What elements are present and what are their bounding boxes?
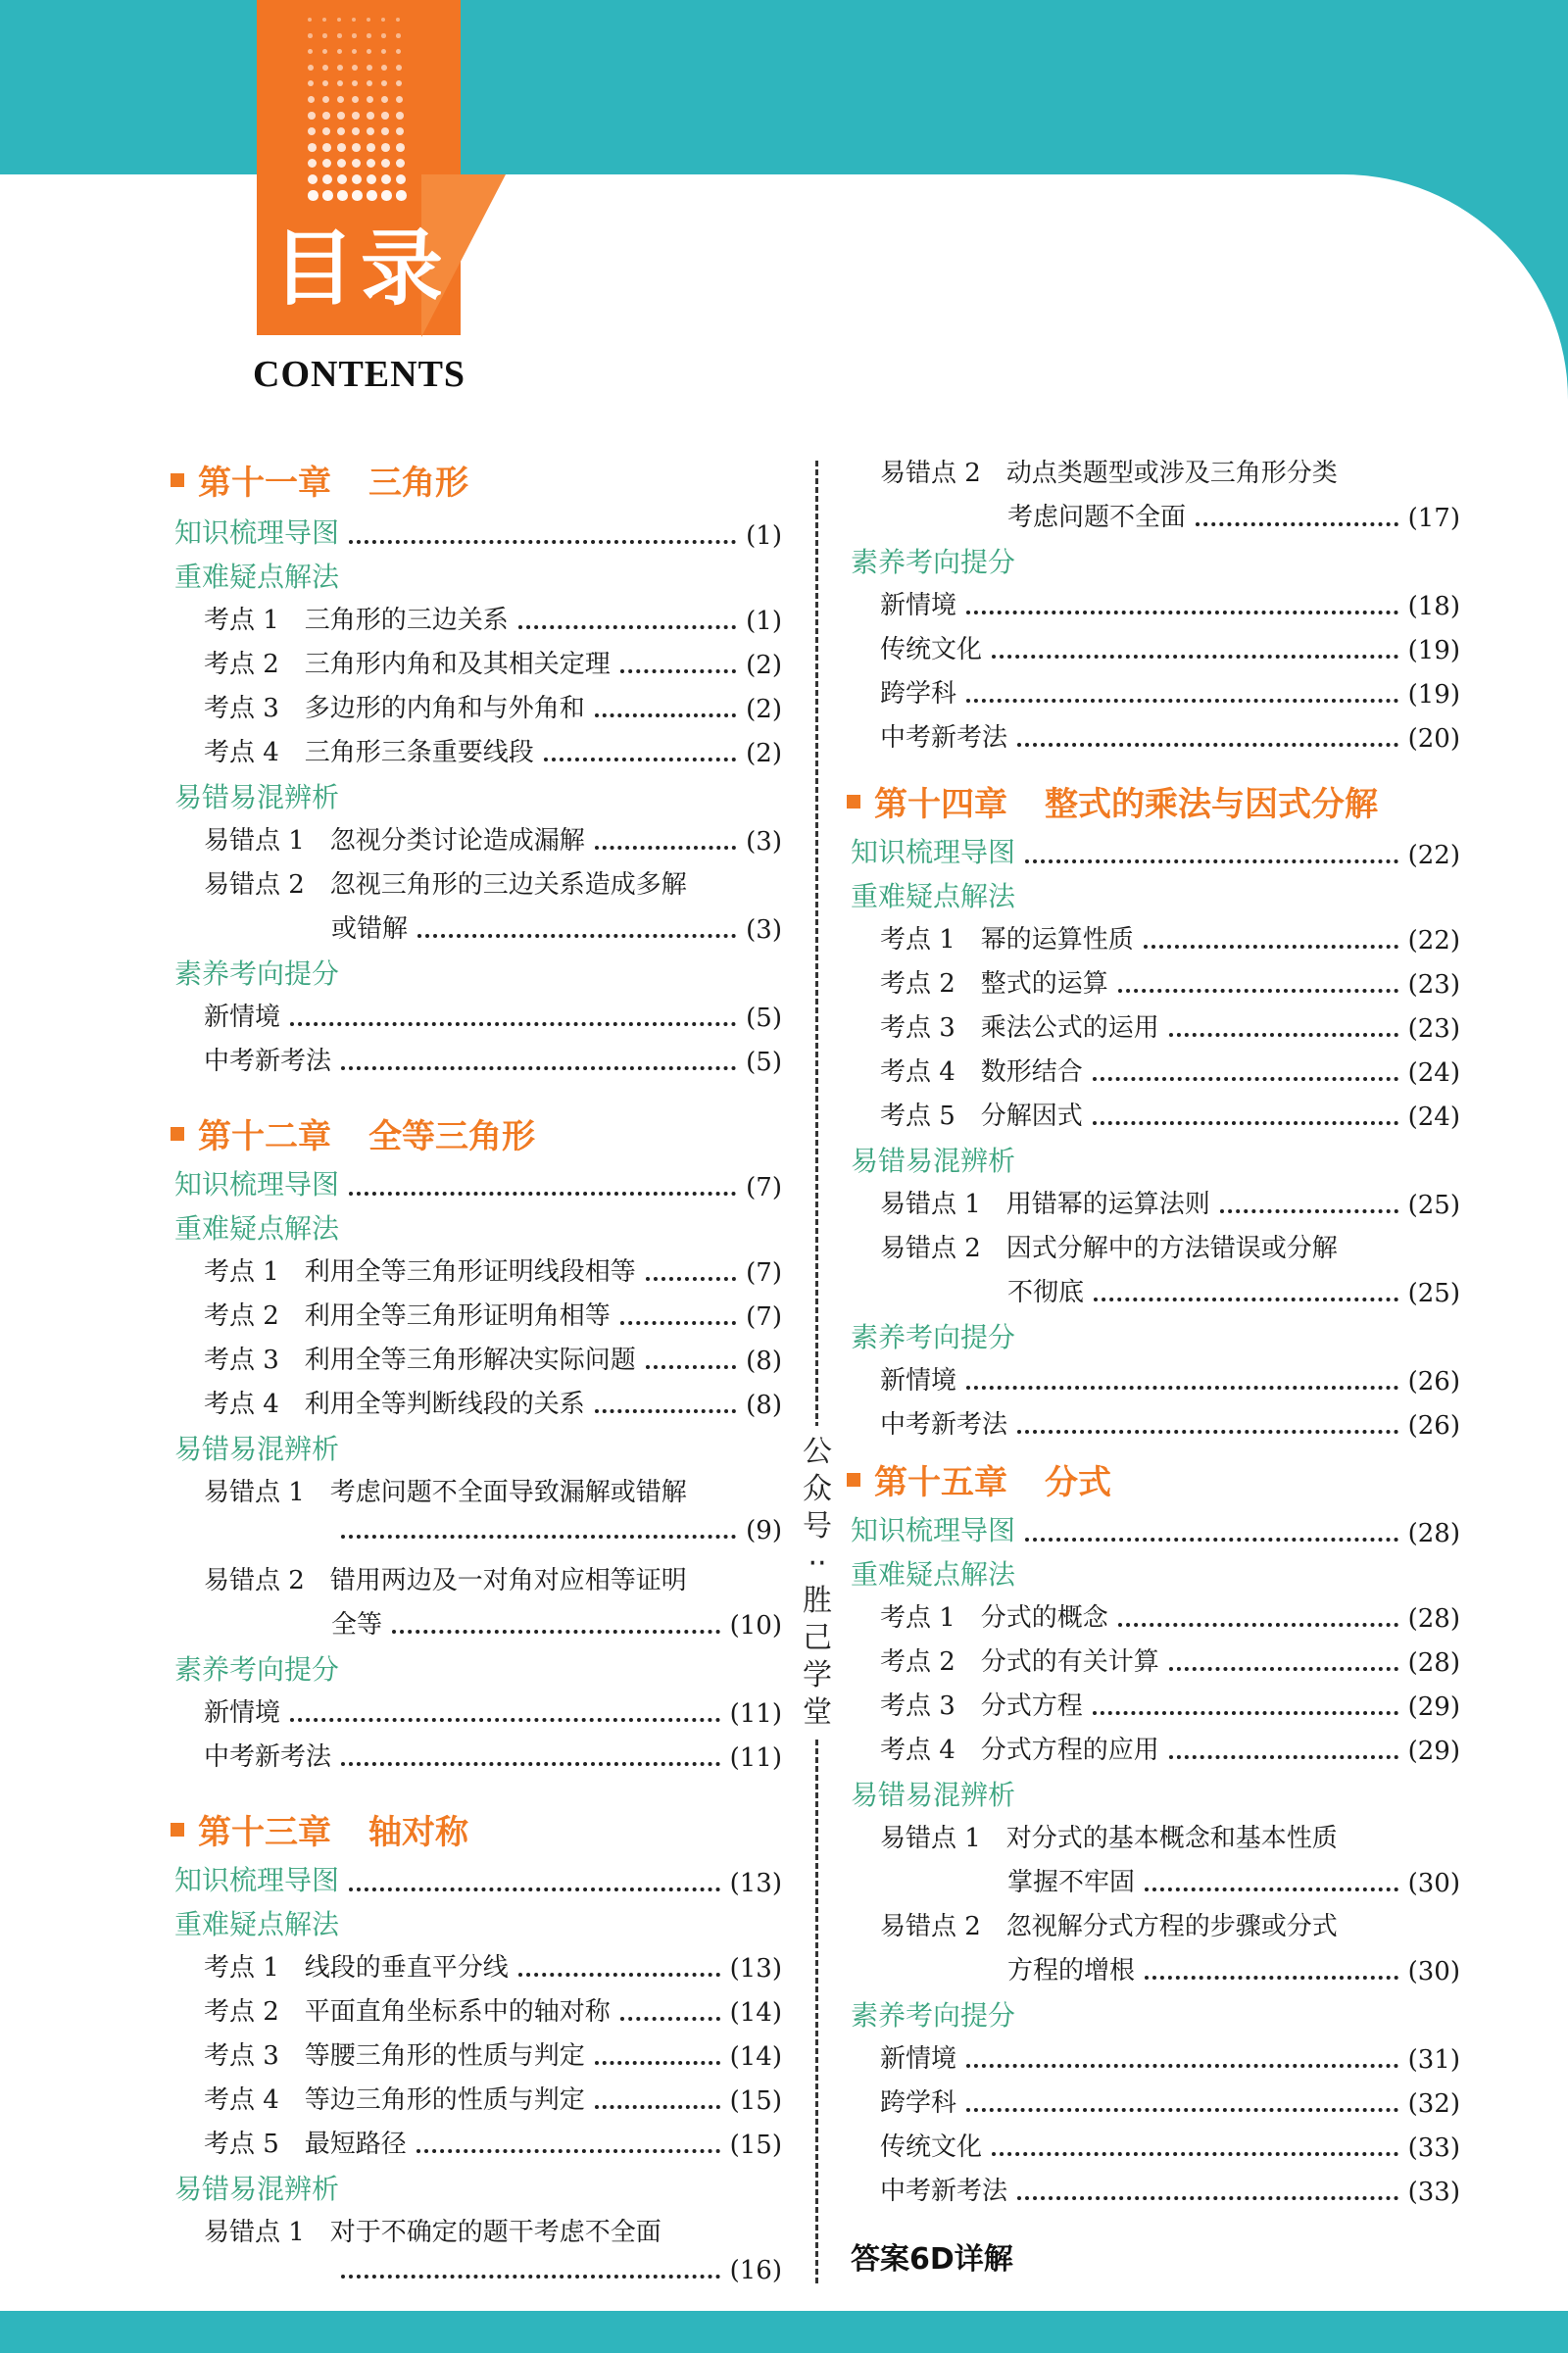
toc-entry-line1[interactable]: 易错点 1 考虑问题不全面导致漏解或错解 <box>204 1478 687 1507</box>
column-divider <box>815 461 818 2283</box>
dot <box>322 80 328 86</box>
dot <box>337 143 346 152</box>
toc-entry[interactable]: 知识梳理导图 (22) <box>851 836 1460 870</box>
dot <box>308 190 318 201</box>
toc-entry-line1[interactable]: 易错点 2 错用两边及一对角对应相等证明 <box>204 1566 687 1595</box>
dot <box>322 65 328 71</box>
dot <box>381 174 391 184</box>
toc-entry[interactable]: 考点 2 整式的运算 (23) <box>880 969 1460 1000</box>
dot <box>308 96 315 103</box>
dot <box>381 18 385 22</box>
dot <box>337 159 346 168</box>
dot <box>352 96 359 103</box>
toc-entry[interactable]: 知识梳理导图 (7) <box>174 1168 782 1202</box>
dot <box>352 174 362 184</box>
dot <box>352 65 358 71</box>
dot <box>352 112 360 120</box>
dot <box>352 159 361 168</box>
dot <box>367 159 375 168</box>
dot <box>322 127 330 135</box>
dot <box>381 80 387 86</box>
dot <box>322 159 331 168</box>
dot <box>396 18 400 22</box>
section-heading: 素养考向提分 <box>851 1321 1016 1353</box>
toc-entry[interactable]: 考点 4 三角形三条重要线段 (2) <box>204 738 782 768</box>
dot <box>396 159 405 168</box>
section-heading: 重难疑点解法 <box>174 561 340 593</box>
dot <box>396 112 404 120</box>
toc-entry[interactable]: 知识梳理导图 (28) <box>851 1514 1460 1548</box>
section-heading: 素养考向提分 <box>174 1653 340 1686</box>
watermark-note: 公众号··胜己学堂 <box>797 1426 838 1740</box>
dot <box>337 174 347 184</box>
toc-entry[interactable]: 考点 3 分式方程 (29) <box>880 1691 1460 1722</box>
section-heading: 易错易混辨析 <box>851 1145 1016 1177</box>
dot <box>352 18 356 22</box>
toc-entry[interactable]: 考点 4 数形结合 (24) <box>880 1057 1460 1088</box>
dot <box>396 127 404 135</box>
toc-entry[interactable]: 或错解 (3) <box>331 914 782 945</box>
dot <box>352 80 358 86</box>
chapter-13-heading[interactable]: 第十三章 轴对称 <box>171 1805 468 1853</box>
toc-entry[interactable]: 考点 1 幂的运算性质 (22) <box>880 925 1460 956</box>
dot <box>367 80 372 86</box>
toc-entry[interactable]: 考点 1 三角形的三边关系 (1) <box>204 606 782 636</box>
section-heading: 重难疑点解法 <box>174 1908 340 1940</box>
dot <box>308 112 316 120</box>
section-heading: 素养考向提分 <box>851 546 1016 578</box>
dot <box>381 49 386 54</box>
section-heading: 素养考向提分 <box>174 957 340 990</box>
toc-entry-line1[interactable]: 易错点 2 因式分解中的方法错误或分解 <box>880 1234 1338 1263</box>
dot <box>396 49 401 54</box>
toc-entry[interactable]: 方程的增根 (30) <box>1007 1956 1460 1986</box>
dot <box>352 49 357 54</box>
dot <box>322 190 333 201</box>
toc-entry[interactable]: 掌握不牢固 (30) <box>1007 1868 1460 1898</box>
toc-entry[interactable]: (9) <box>341 1516 782 1545</box>
dot <box>367 190 377 201</box>
dot <box>367 143 375 152</box>
dot <box>352 143 361 152</box>
dot <box>367 127 374 135</box>
toc-entry[interactable]: 考点 4 等边三角形的性质与判定 (15) <box>204 2085 782 2116</box>
dot <box>381 159 390 168</box>
section-heading: 重难疑点解法 <box>174 1212 340 1245</box>
toc-entry[interactable]: 中考新考法 (26) <box>880 1410 1460 1441</box>
toc-entry[interactable]: 考点 3 乘法公式的运用 (23) <box>880 1013 1460 1044</box>
toc-entry[interactable]: 全等 (10) <box>331 1610 782 1641</box>
dot <box>308 127 316 135</box>
toc-entry[interactable]: 考虑问题不全面 (17) <box>1007 503 1460 533</box>
dot <box>352 190 363 201</box>
dot <box>322 112 330 120</box>
toc-entry[interactable]: 考点 5 分解因式 (24) <box>880 1102 1460 1132</box>
toc-entry[interactable]: 考点 4 利用全等判断线段的关系 (8) <box>204 1390 782 1420</box>
toc-entry[interactable]: 新情境 (31) <box>880 2044 1460 2075</box>
chapter-14-heading[interactable]: 第十四章 整式的乘法与因式分解 <box>847 777 1378 825</box>
toc-entry[interactable]: 考点 5 最短路径 (15) <box>204 2130 782 2160</box>
section-heading: 易错易混辨析 <box>174 2173 340 2205</box>
toc-entry[interactable]: 考点 1 线段的垂直平分线 (13) <box>204 1953 782 1984</box>
toc-entry[interactable]: 考点 2 利用全等三角形证明角相等 (7) <box>204 1301 782 1332</box>
dot <box>308 143 317 152</box>
dot <box>337 49 342 54</box>
dot <box>322 143 331 152</box>
dot <box>381 112 389 120</box>
dot <box>367 112 374 120</box>
dot <box>396 96 403 103</box>
toc-entry[interactable]: 新情境 (5) <box>204 1003 782 1033</box>
toc-entry-line1[interactable]: 易错点 1 对于不确定的题干考虑不全面 <box>204 2218 662 2247</box>
toc-entry[interactable]: 知识梳理导图 (13) <box>174 1864 782 1898</box>
toc-entry[interactable]: 考点 2 三角形内角和及其相关定理 (2) <box>204 650 782 680</box>
chapter-11-heading[interactable]: 第十一章 三角形 <box>171 456 468 504</box>
dot <box>367 33 371 38</box>
bullet-square-icon <box>847 1473 860 1487</box>
dot <box>396 65 402 71</box>
bullet-square-icon <box>171 1127 184 1141</box>
dot <box>337 18 341 22</box>
dot <box>367 18 370 22</box>
dot <box>352 33 357 38</box>
dot <box>337 127 345 135</box>
dot <box>396 190 407 201</box>
dot <box>322 174 332 184</box>
dot <box>337 190 348 201</box>
dot <box>381 143 390 152</box>
toc-entry[interactable]: 易错点 1 忽视分类讨论造成漏解 (3) <box>204 826 782 857</box>
toc-entry[interactable]: 考点 1 分式的概念 (28) <box>880 1603 1460 1634</box>
section-heading: 重难疑点解法 <box>851 1558 1016 1591</box>
toc-entry-line1[interactable]: 易错点 1 对分式的基本概念和基本性质 <box>880 1824 1338 1853</box>
bullet-square-icon <box>171 473 184 487</box>
dot <box>308 159 317 168</box>
section-heading: 易错易混辨析 <box>174 781 340 813</box>
dot <box>367 174 376 184</box>
toc-entry[interactable]: 易错点 1 用错幂的运算法则 (25) <box>880 1190 1460 1220</box>
dot <box>396 33 401 38</box>
dot <box>367 49 371 54</box>
dot-pattern <box>308 18 410 204</box>
toc-entry[interactable]: 知识梳理导图 (1) <box>174 516 782 551</box>
toc-entry[interactable]: 不彻底 (25) <box>1007 1278 1460 1308</box>
dot <box>337 65 343 71</box>
toc-entry[interactable]: 考点 3 利用全等三角形解决实际问题 (8) <box>204 1346 782 1376</box>
toc-entry[interactable]: 中考新考法 (33) <box>880 2177 1460 2207</box>
dot <box>381 65 387 71</box>
dot <box>322 49 327 54</box>
toc-entry[interactable]: 跨学科 (32) <box>880 2088 1460 2119</box>
toc-entry[interactable]: 新情境 (26) <box>880 1366 1460 1397</box>
chapter-15-heading[interactable]: 第十五章 分式 <box>847 1455 1111 1503</box>
dot <box>396 174 406 184</box>
toc-entry[interactable]: 新情境 (11) <box>204 1698 782 1729</box>
section-heading: 重难疑点解法 <box>851 880 1016 912</box>
toc-entry[interactable]: 新情境 (18) <box>880 591 1460 621</box>
dot <box>308 49 313 54</box>
toc-entry[interactable]: 考点 2 平面直角坐标系中的轴对称 (14) <box>204 1997 782 2028</box>
chapter-12-heading[interactable]: 第十二章 全等三角形 <box>171 1109 535 1157</box>
dot <box>322 33 327 38</box>
dot <box>367 96 373 103</box>
dot <box>367 65 372 71</box>
toc-entry[interactable]: (16) <box>341 2256 782 2285</box>
toc-entry[interactable]: 传统文化 (19) <box>880 635 1460 665</box>
dot <box>337 112 345 120</box>
toc-entry-line1[interactable]: 易错点 2 忽视三角形的三边关系造成多解 <box>204 870 687 900</box>
dot <box>308 80 314 86</box>
dot <box>381 190 392 201</box>
page-title: 目录 <box>272 221 450 317</box>
section-heading: 易错易混辨析 <box>174 1433 340 1465</box>
toc-entry[interactable]: 传统文化 (33) <box>880 2132 1460 2163</box>
section-heading: 素养考向提分 <box>851 1999 1016 2032</box>
dot <box>352 127 360 135</box>
answer-note: 答案6D详解 <box>851 2242 1013 2277</box>
toc-entry[interactable]: 中考新考法 (5) <box>204 1047 782 1077</box>
dot <box>396 143 405 152</box>
dot <box>381 127 389 135</box>
dot <box>308 65 314 71</box>
dot <box>308 18 312 22</box>
toc-entry[interactable]: 跨学科 (19) <box>880 679 1460 710</box>
toc-entry-line1[interactable]: 易错点 2 忽视解分式方程的步骤或分式 <box>880 1912 1338 1941</box>
bullet-square-icon <box>847 795 860 809</box>
dot <box>337 80 343 86</box>
toc-entry-line1[interactable]: 易错点 2 动点类题型或涉及三角形分类 <box>880 459 1338 488</box>
toc-entry[interactable]: 中考新考法 (20) <box>880 723 1460 754</box>
dot <box>308 33 313 38</box>
dot <box>396 80 402 86</box>
toc-entry[interactable]: 考点 3 等腰三角形的性质与判定 (14) <box>204 2041 782 2072</box>
toc-entry[interactable]: 考点 1 利用全等三角形证明线段相等 (7) <box>204 1257 782 1288</box>
toc-entry[interactable]: 中考新考法 (11) <box>204 1742 782 1773</box>
dot <box>322 18 326 22</box>
dot <box>381 33 386 38</box>
toc-entry[interactable]: 考点 2 分式的有关计算 (28) <box>880 1647 1460 1678</box>
section-heading: 易错易混辨析 <box>851 1779 1016 1811</box>
bullet-square-icon <box>171 1823 184 1837</box>
toc-entry[interactable]: 考点 3 多边形的内角和与外角和 (2) <box>204 694 782 724</box>
dot <box>308 174 318 184</box>
page-subtitle: CONTENTS <box>253 354 466 395</box>
toc-entry[interactable]: 考点 4 分式方程的应用 (29) <box>880 1736 1460 1766</box>
dot <box>381 96 388 103</box>
dot <box>337 96 344 103</box>
dot <box>322 96 329 103</box>
dot <box>337 33 342 38</box>
